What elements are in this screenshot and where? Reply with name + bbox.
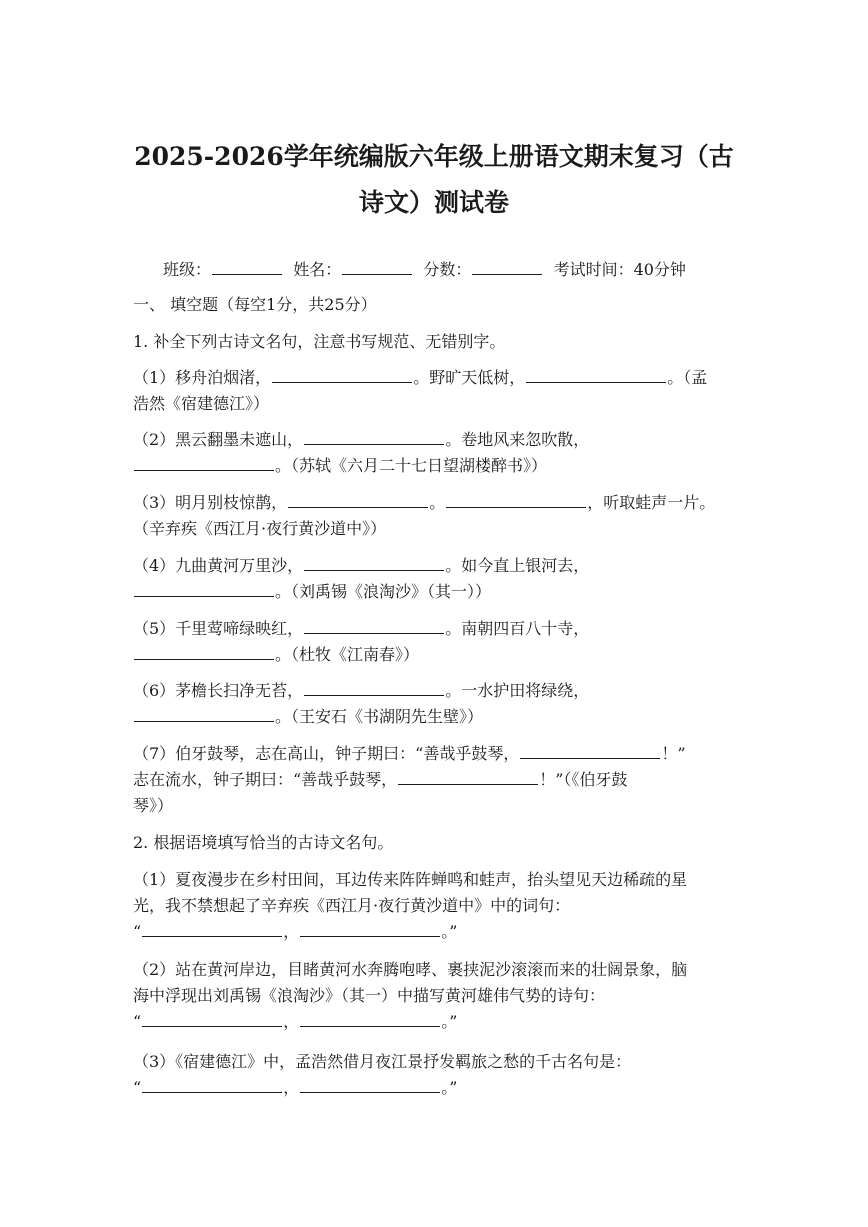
q1-item-1-source: 浩然《宿建德江》） bbox=[133, 394, 270, 413]
text: 。卷地风来忽吹散， bbox=[445, 430, 590, 449]
text: 。（刘禹锡《浪淘沙》（其一）） bbox=[275, 582, 492, 601]
text: （5）千里莺啼绿映红， bbox=[133, 619, 304, 638]
text: ！”（《伯牙鼓 bbox=[539, 770, 628, 789]
text: 。南朝四百八十寺， bbox=[445, 619, 590, 638]
q1-item-5 bbox=[133, 617, 589, 641]
answer-blank[interactable] bbox=[446, 491, 586, 508]
question-1-stem: 1. 补全下列古诗文名句，注意书写规范、无错别字。 bbox=[133, 332, 506, 351]
text: （4）九曲黄河万里沙， bbox=[133, 556, 304, 575]
answer-blank[interactable] bbox=[300, 920, 440, 937]
q1-item-6 bbox=[133, 679, 589, 703]
answer-blank[interactable] bbox=[526, 366, 666, 383]
q2-item-1-answer bbox=[133, 920, 457, 944]
q1-item-4-cont bbox=[133, 580, 491, 604]
q2-item-2-line-1: （2）站在黄河岸边，目睹黄河水奔腾咆哮、裹挟泥沙滚滚而来的壮阔景象，脑 bbox=[133, 960, 688, 979]
text: 。（杜牧《江南春》） bbox=[275, 645, 420, 664]
answer-blank[interactable] bbox=[304, 617, 444, 634]
answer-blank[interactable] bbox=[134, 643, 274, 660]
text: 。（孟 bbox=[667, 368, 708, 387]
score-label: 分数： bbox=[423, 260, 472, 279]
class-blank[interactable] bbox=[212, 258, 282, 275]
section-heading: 一、 填空题（每空1分，共25分） bbox=[133, 295, 377, 314]
answer-blank[interactable] bbox=[288, 491, 428, 508]
q2-item-3-line-1: （3）《宿建德江》中，孟浩然借月夜江景抒发羁旅之愁的千古名句是： bbox=[133, 1052, 632, 1071]
q2-item-1-line-1: （1）夏夜漫步在乡村田间，耳边传来阵阵蝉鸣和蛙声，抬头望见天边稀疏的星 bbox=[133, 870, 688, 889]
q1-item-6-cont bbox=[133, 705, 483, 729]
score-blank[interactable] bbox=[472, 258, 542, 275]
text: （3）明月别枝惊鹊， bbox=[133, 493, 288, 512]
answer-blank[interactable] bbox=[304, 679, 444, 696]
text: 。（苏轼《六月二十七日望湖楼醉书》） bbox=[275, 456, 548, 475]
text: 。野旷天低树， bbox=[413, 368, 526, 387]
quote: “ bbox=[133, 1078, 142, 1097]
answer-blank[interactable] bbox=[300, 1076, 440, 1093]
text: 志在流水，钟子期曰：“善哉乎鼓琴， bbox=[133, 770, 398, 789]
q1-item-2-cont bbox=[133, 454, 547, 478]
student-info-row bbox=[163, 258, 686, 282]
q1-item-7 bbox=[133, 742, 686, 766]
class-label: 班级： bbox=[163, 260, 212, 279]
question-2-stem: 2. 根据语境填写恰当的古诗文名句。 bbox=[133, 833, 394, 852]
answer-blank[interactable] bbox=[134, 580, 274, 597]
exam-time: 考试时间：40分钟 bbox=[553, 260, 686, 279]
answer-blank[interactable] bbox=[304, 554, 444, 571]
text: （6）茅檐长扫净无苔， bbox=[133, 681, 304, 700]
q1-item-7-cont bbox=[133, 768, 627, 792]
quote-end: 。” bbox=[441, 922, 458, 941]
name-label: 姓名： bbox=[293, 260, 342, 279]
name-blank[interactable] bbox=[342, 258, 412, 275]
exam-title-line-1: 2025-2026学年统编版六年级上册语文期末复习（古 bbox=[134, 142, 734, 171]
text: 。一水护田将绿绕， bbox=[445, 681, 590, 700]
q1-item-7-source: 琴》） bbox=[133, 796, 174, 815]
q1-item-2 bbox=[133, 428, 589, 452]
answer-blank[interactable] bbox=[142, 1076, 282, 1093]
q1-item-4 bbox=[133, 554, 589, 578]
answer-blank[interactable] bbox=[520, 742, 660, 759]
answer-blank[interactable] bbox=[272, 366, 412, 383]
answer-blank[interactable] bbox=[142, 1010, 282, 1027]
comma: ， bbox=[283, 1012, 300, 1031]
q2-item-2-answer bbox=[133, 1010, 457, 1034]
comma: ， bbox=[283, 1078, 300, 1097]
q1-item-1 bbox=[133, 366, 707, 390]
text: （1）移舟泊烟渚， bbox=[133, 368, 272, 387]
quote-end: 。” bbox=[441, 1012, 458, 1031]
answer-blank[interactable] bbox=[134, 705, 274, 722]
quote: “ bbox=[133, 922, 142, 941]
q1-item-3 bbox=[133, 491, 715, 515]
q1-item-3-source: （辛弃疾《西江月·夜行黄沙道中》） bbox=[133, 519, 387, 538]
answer-blank[interactable] bbox=[134, 454, 274, 471]
q1-item-5-cont bbox=[133, 643, 419, 667]
answer-blank[interactable] bbox=[300, 1010, 440, 1027]
answer-blank[interactable] bbox=[398, 768, 538, 785]
q2-item-1-line-2: 光，我不禁想起了辛弃疾《西江月·夜行黄沙道中》中的词句： bbox=[133, 896, 571, 915]
q2-item-2-line-2: 海中浮现出刘禹锡《浪淘沙》（其一）中描写黄河雄伟气势的诗句： bbox=[133, 986, 606, 1005]
text: （7）伯牙鼓琴，志在高山，钟子期曰：“善哉乎鼓琴， bbox=[133, 744, 520, 763]
text: ，听取蛙声一片。 bbox=[587, 493, 716, 512]
text: 。（王安石《书湖阴先生壁》） bbox=[275, 707, 484, 726]
answer-blank[interactable] bbox=[304, 428, 444, 445]
exam-title-line-2: 诗文）测试卷 bbox=[358, 188, 509, 217]
q2-item-3-answer bbox=[133, 1076, 457, 1100]
comma: ， bbox=[283, 922, 300, 941]
text: 。如今直上银河去， bbox=[445, 556, 590, 575]
text: （2）黑云翻墨未遮山， bbox=[133, 430, 304, 449]
quote-end: 。” bbox=[441, 1078, 458, 1097]
quote: “ bbox=[133, 1012, 142, 1031]
text: 。 bbox=[429, 493, 446, 512]
text: ！” bbox=[661, 744, 686, 763]
answer-blank[interactable] bbox=[142, 920, 282, 937]
